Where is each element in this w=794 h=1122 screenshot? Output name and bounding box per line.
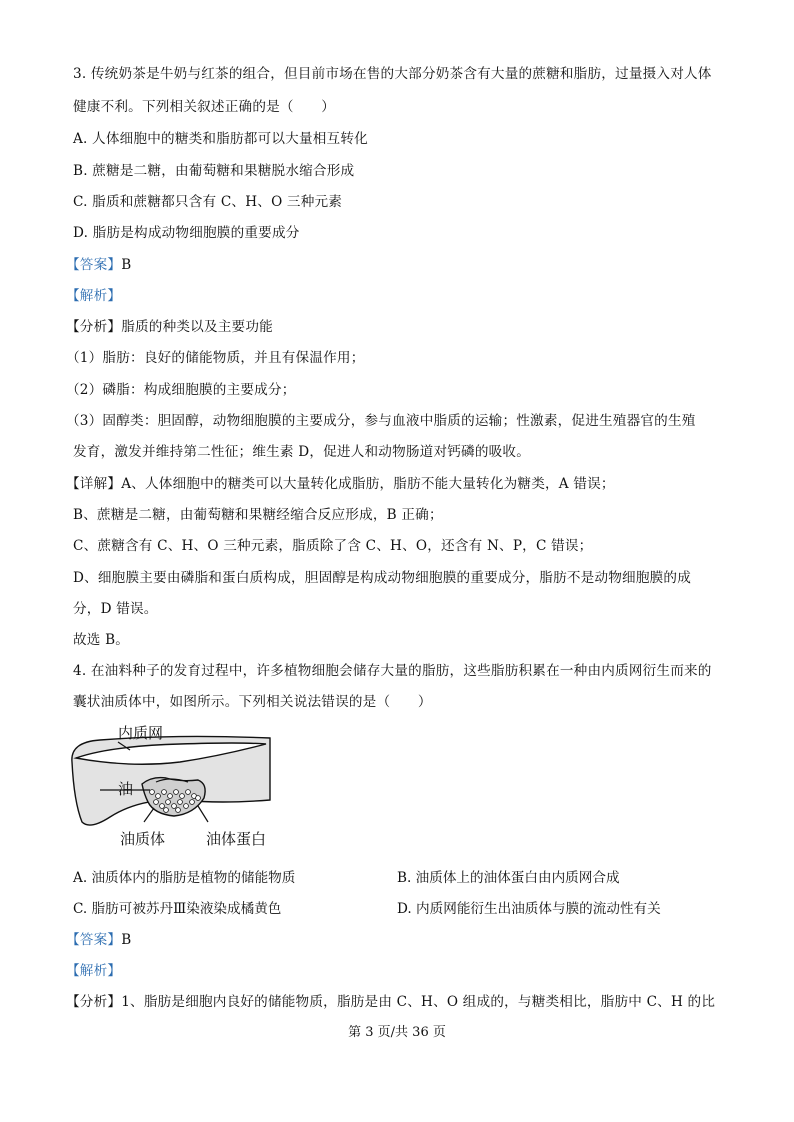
q4-answer-value: B — [121, 932, 132, 948]
label-oil: 油 — [118, 780, 134, 798]
q3-conclusion: 故选 B。 — [73, 632, 130, 648]
label-er: 内质网 — [118, 724, 164, 742]
q3-item-1: （1）脂肪：良好的储能物质，并且有保温作用； — [66, 350, 365, 366]
q4-stem-line-1: 4. 在油料种子的发育过程中，许多植物细胞会储存大量的脂肪，这些脂肪积累在一种由内质网衍生而来的 — [73, 663, 712, 679]
q4-stem-line-2: 囊状油质体中，如图所示。下列相关说法错误的是（ ） — [73, 694, 432, 710]
q4-fenxi-tag: 【分析】 — [66, 994, 122, 1010]
q4-fenxi-text: 1、脂肪是细胞内良好的储能物质，脂肪是由 C、H、O 组成的，与糖类相比，脂肪中 C、H 的比 — [121, 994, 716, 1010]
q3-option-b: B. 蔗糖是二糖，由葡萄糖和果糖脱水缩合形成 — [73, 163, 355, 179]
label-oil-body: 油质体 — [120, 830, 166, 848]
q3-fenxi — [66, 317, 716, 337]
q4-option-a: A. 油质体内的脂肪是植物的储能物质 — [73, 870, 296, 886]
label-oleosin: 油体蛋白 — [206, 830, 267, 848]
q3-analysis-heading — [66, 286, 716, 306]
oil-body-diagram — [70, 722, 280, 852]
q3-detail-d2: 分，D 错误。 — [73, 601, 158, 617]
q3-detail-d1: D、细胞膜主要由磷脂和蛋白质构成，胆固醇是构成动物细胞膜的重要成分，脂肪不是动物细胞膜的成 — [73, 570, 692, 586]
q3-item-3a: （3）固醇类：胆固醇，动物细胞膜的主要成分，参与血液中脂质的运输；性激素，促进生殖器官的生殖 — [66, 413, 696, 429]
q3-answer — [66, 255, 716, 275]
q3-detail-a: A、人体细胞中的糖类可以大量转化成脂肪，脂肪不能大量转化为糖类，A 错误； — [121, 476, 615, 492]
q4-option-b: B. 油质体上的油体蛋白由内质网合成 — [397, 870, 620, 886]
q3-answer-tag: 【答案】 — [66, 257, 122, 273]
q3-fenxi-tag: 【分析】 — [66, 319, 122, 335]
q3-answer-value: B — [121, 257, 132, 273]
q4-analysis-tag: 【解析】 — [66, 963, 122, 979]
q3-option-a: A. 人体细胞中的糖类和脂肪都可以大量相互转化 — [73, 131, 368, 147]
q3-stem-line-2: 健康不利。下列相关叙述正确的是（ ） — [73, 99, 336, 115]
page-footer: 第 3 页/共 36 页 — [348, 1025, 446, 1040]
q4-fenxi — [66, 992, 716, 1012]
q4-option-d: D. 内质网能衍生出油质体与膜的流动性有关 — [397, 901, 661, 917]
q4-answer-tag: 【答案】 — [66, 932, 122, 948]
q3-option-c: C. 脂质和蔗糖都只含有 C、H、O 三种元素 — [73, 194, 343, 210]
q3-detail — [66, 474, 716, 494]
q3-analysis-tag: 【解析】 — [66, 288, 122, 304]
q3-detail-b: B、蔗糖是二糖，由葡萄糖和果糖经缩合反应形成，B 正确； — [73, 507, 443, 523]
oil-body-leader-line — [144, 808, 154, 822]
q3-option-d: D. 脂肪是构成动物细胞膜的重要成分 — [73, 225, 300, 241]
q4-option-c: C. 脂肪可被苏丹Ⅲ染液染成橘黄色 — [73, 901, 282, 917]
q4-answer — [66, 930, 716, 950]
q3-item-2: （2）磷脂：构成细胞膜的主要成分； — [66, 382, 296, 398]
q3-stem-line-1: 3. 传统奶茶是牛奶与红茶的组合，但目前市场在售的大部分奶茶含有大量的蔗糖和脂肪，过量摄入对人体 — [73, 66, 712, 82]
oleosin-leader-line — [198, 806, 208, 822]
q3-fenxi-text: 脂质的种类以及主要功能 — [121, 319, 273, 335]
q3-detail-tag: 【详解】 — [66, 476, 122, 492]
q4-analysis-heading — [66, 961, 716, 981]
q3-detail-c: C、蔗糖含有 C、H、O 三种元素，脂质除了含 C、H、O，还含有 N、P，C 错误； — [73, 538, 593, 554]
q3-item-3b: 发育，激发并维持第二性征；维生素 D，促进人和动物肠道对钙磷的吸收。 — [73, 444, 531, 460]
